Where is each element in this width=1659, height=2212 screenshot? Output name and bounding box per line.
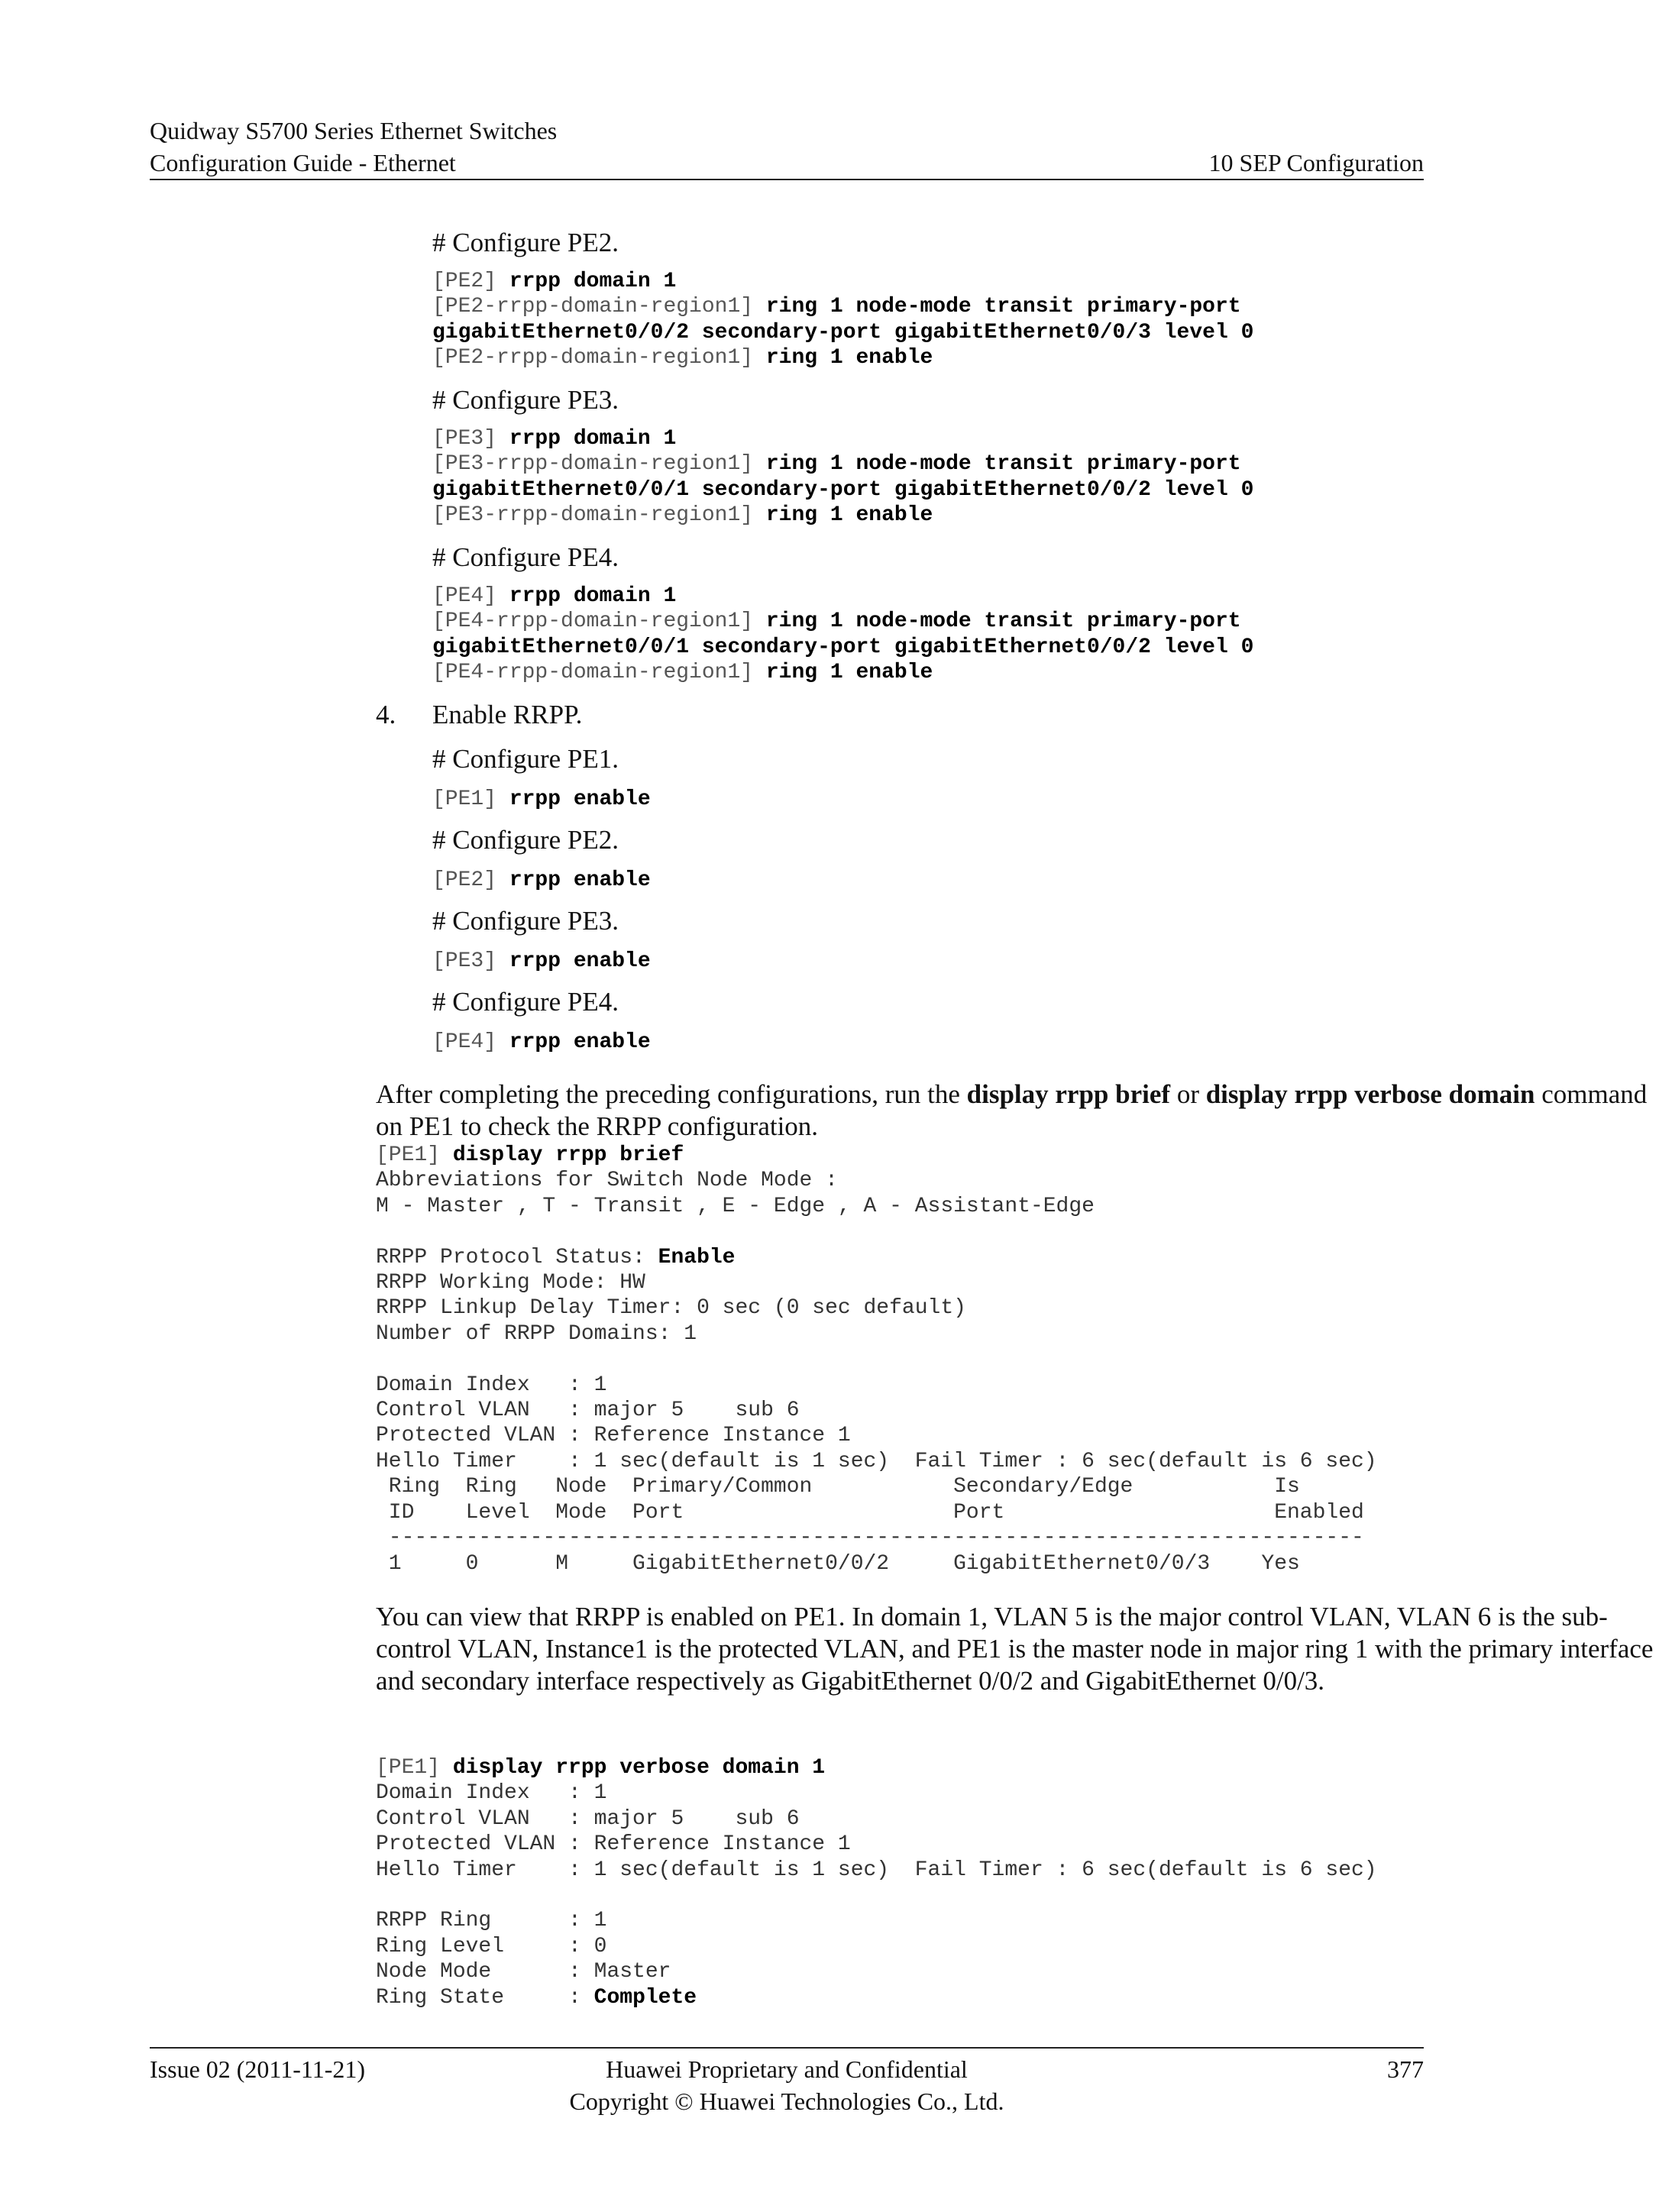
code-prompt: [PE4] xyxy=(432,584,509,608)
code-block-pe4 xyxy=(432,584,1253,686)
output-line: Node Mode : Master xyxy=(376,1960,671,1984)
code-command: gigabitEthernet0/0/1 secondary-port gigabitEthernet0/0/2 level 0 xyxy=(432,477,1254,502)
state-label: Ring State : xyxy=(376,1985,594,2010)
page-footer xyxy=(150,2047,1424,2125)
output-line: Hello Timer : 1 sec(default is 1 sec) Fail Timer : 6 sec(default is 6 sec) xyxy=(376,1449,1377,1473)
output-line: Protected VLAN : Reference Instance 1 xyxy=(376,1424,851,1448)
output-line xyxy=(376,1219,1377,1244)
header-product: Quidway S5700 Series Ethernet Switches xyxy=(150,117,558,144)
display-rrpp-verbose-output xyxy=(376,1755,1377,2010)
output-line: RRPP Working Mode: HW xyxy=(376,1271,645,1295)
header-guide: Configuration Guide - Ethernet xyxy=(150,149,456,176)
status-value: Enable xyxy=(658,1245,736,1269)
output-line xyxy=(376,1347,1377,1372)
code-command: gigabitEthernet0/0/2 secondary-port gigabitEthernet0/0/3 level 0 xyxy=(432,320,1254,344)
code-command: ring 1 enable xyxy=(765,346,933,370)
header-chapter: 10 SEP Configuration xyxy=(1208,149,1424,176)
output-line: RRPP Linkup Delay Timer: 0 sec (0 sec default) xyxy=(376,1296,966,1321)
output-line xyxy=(376,1245,1377,1270)
code-command: rrpp domain 1 xyxy=(509,427,677,451)
code-command: rrpp domain 1 xyxy=(509,584,677,608)
output-line: 1 0 M GigabitEthernet0/0/2 GigabitEthernet0/0/3 Yes xyxy=(376,1551,1300,1576)
output-line xyxy=(376,1985,1377,2010)
code-prompt: [PE3-rrpp-domain-region1] xyxy=(432,503,766,528)
output-line: M - Master , T - Transit , E - Edge , A - Assistant-Edge xyxy=(376,1194,1095,1218)
code-line xyxy=(432,635,1253,660)
output-line: Control VLAN : major 5 sub 6 xyxy=(376,1399,800,1423)
output-line: Domain Index : 1 xyxy=(376,1781,607,1806)
code-prompt: [PE2-rrpp-domain-region1] xyxy=(432,295,766,319)
code-line xyxy=(432,503,1253,528)
configure-pe2-enable-heading: # Configure PE2. xyxy=(432,825,619,855)
code-line xyxy=(432,609,1253,634)
step-number: 4. xyxy=(376,700,396,729)
code-prompt: [PE3-rrpp-domain-region1] xyxy=(432,452,766,477)
status-label: RRPP Protocol Status: xyxy=(376,1245,658,1269)
code-line xyxy=(432,294,1253,319)
configure-pe3-enable-heading: # Configure PE3. xyxy=(432,906,619,936)
code-line xyxy=(376,1755,1377,1780)
footer-page-number: 377 xyxy=(1387,2055,1424,2083)
configure-pe4-heading: # Configure PE4. xyxy=(432,542,619,572)
footer-center xyxy=(150,2053,1424,2117)
code-prompt: [PE1] xyxy=(376,1143,453,1167)
code-line xyxy=(432,320,1253,345)
code-command: ring 1 node-mode transit primary-port xyxy=(765,452,1241,477)
footer-copyright: Copyright © Huawei Technologies Co., Ltd. xyxy=(569,2087,1004,2115)
code-command: display rrpp verbose domain 1 xyxy=(452,1756,826,1780)
output-line xyxy=(376,1883,1377,1908)
code-pe3-enable: [PE3] rrpp enable xyxy=(432,949,651,973)
code-command: rrpp domain 1 xyxy=(509,270,677,293)
state-value: Complete xyxy=(593,1985,697,2010)
code-prompt: [PE4-rrpp-domain-region1] xyxy=(432,661,766,685)
code-block-pe3 xyxy=(432,426,1253,529)
code-pe2-enable: [PE2] rrpp enable xyxy=(432,868,651,892)
code-line xyxy=(432,426,1253,451)
configure-pe1-enable-heading: # Configure PE1. xyxy=(432,744,619,774)
output-line: RRPP Ring : 1 xyxy=(376,1909,607,1933)
check-config-paragraph: After completing the preceding configurations, run the display rrpp brief or display rrpp verbose domain command on PE1 to check the RRPP configuration. xyxy=(376,1079,1648,1141)
configure-pe2-heading: # Configure PE2. xyxy=(432,228,619,257)
code-line xyxy=(376,1143,1377,1168)
output-line: ---------------------------------------------------------------------------- xyxy=(376,1526,1364,1551)
result-explanation-paragraph: You can view that RRPP is enabled on PE1. In domain 1, VLAN 5 is the major control VLAN, VLAN 6 is the sub-control VLAN, Instance1 is the protected VLAN, and PE1 is the master node in major ring 1 with the primary interface and secondary interface respectively as GigabitEthernet 0/0/2 and GigabitEthernet 0/0/3. xyxy=(376,1602,1654,1696)
code-command: gigabitEthernet0/0/1 secondary-port gigabitEthernet0/0/2 level 0 xyxy=(432,635,1254,659)
output-line: Hello Timer : 1 sec(default is 1 sec) Fail Timer : 6 sec(default is 6 sec) xyxy=(376,1858,1377,1882)
code-pe1-enable: [PE1] rrpp enable xyxy=(432,787,651,811)
output-line: Ring Level : 0 xyxy=(376,1934,607,1958)
output-line: ID Level Mode Port Port Enabled xyxy=(376,1500,1364,1525)
code-command: ring 1 enable xyxy=(765,661,933,685)
code-prompt: [PE2-rrpp-domain-region1] xyxy=(432,346,766,370)
code-line xyxy=(432,477,1253,503)
code-line xyxy=(432,660,1253,685)
code-prompt: [PE3] xyxy=(432,427,509,451)
step-title: Enable RRPP. xyxy=(432,700,583,729)
output-line: Abbreviations for Switch Node Mode : xyxy=(376,1169,838,1193)
code-block-pe2 xyxy=(432,269,1253,371)
output-line: Control VLAN : major 5 sub 6 xyxy=(376,1806,800,1831)
code-command: ring 1 enable xyxy=(765,503,933,528)
code-pe4-enable: [PE4] rrpp enable xyxy=(432,1030,651,1054)
configure-pe4-enable-heading: # Configure PE4. xyxy=(432,987,619,1017)
code-command: display rrpp brief xyxy=(452,1143,684,1167)
code-command: ring 1 node-mode transit primary-port xyxy=(765,295,1241,319)
output-line: Domain Index : 1 xyxy=(376,1373,607,1397)
output-line: Protected VLAN : Reference Instance 1 xyxy=(376,1832,851,1857)
code-line xyxy=(432,584,1253,609)
output-line: Ring Ring Node Primary/Common Secondary/Edge Is xyxy=(376,1475,1300,1499)
code-line xyxy=(432,451,1253,477)
code-command: ring 1 node-mode transit primary-port xyxy=(765,610,1241,634)
code-prompt: [PE4-rrpp-domain-region1] xyxy=(432,610,766,634)
code-line xyxy=(432,345,1253,370)
configure-pe3-heading: # Configure PE3. xyxy=(432,385,619,415)
code-prompt: [PE2] xyxy=(432,270,509,293)
footer-confidential: Huawei Proprietary and Confidential xyxy=(606,2055,968,2083)
code-line xyxy=(432,269,1253,294)
footer-issue: Issue 02 (2011-11-21) xyxy=(150,2055,366,2083)
output-line: Number of RRPP Domains: 1 xyxy=(376,1321,697,1346)
page-header xyxy=(150,115,1424,180)
display-rrpp-brief-output xyxy=(376,1143,1377,1577)
code-prompt: [PE1] xyxy=(376,1756,453,1780)
